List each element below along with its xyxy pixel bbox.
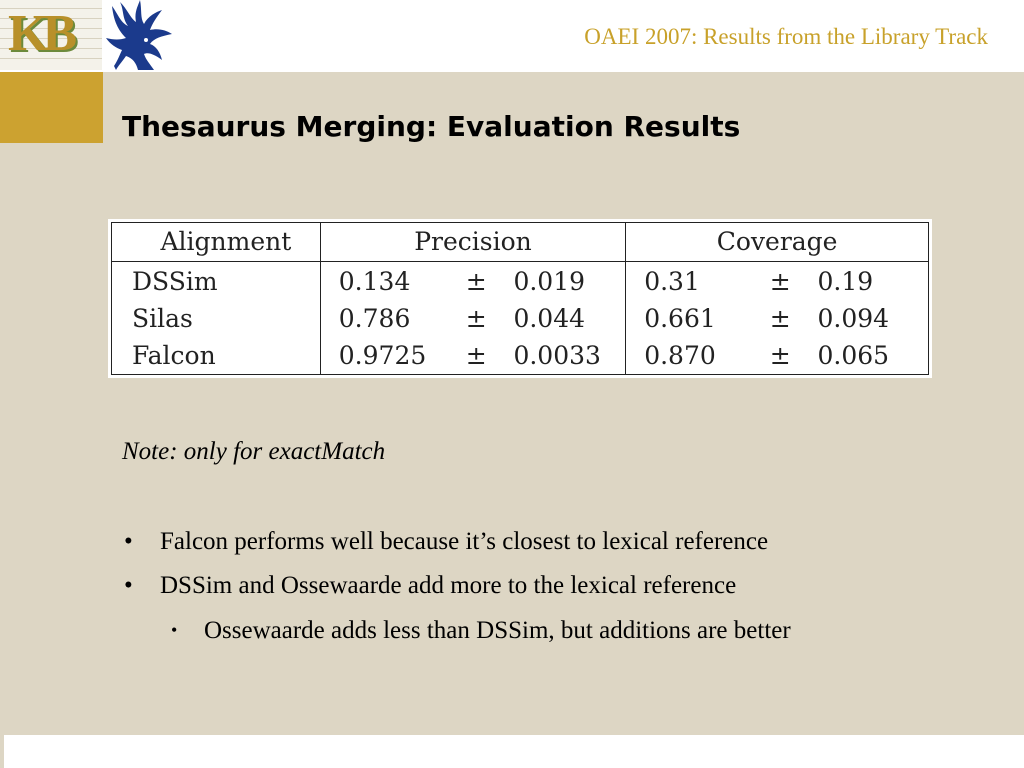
pm-symbol: ±: [465, 340, 487, 370]
precision-error: 0.044: [505, 301, 625, 338]
coverage-error: 0.065: [817, 340, 890, 370]
precision-value: 0.786: [338, 304, 411, 333]
results-table-frame: [108, 219, 932, 378]
header-precision: Precision: [320, 223, 625, 262]
precision-value: 0.134: [338, 267, 411, 297]
coverage-value: 0.661: [644, 304, 716, 333]
results-table: [111, 222, 929, 375]
header-coverage: Coverage: [626, 223, 929, 262]
griffin-logo: [104, 0, 174, 72]
row-name: Silas: [112, 301, 321, 338]
bullet-text: Falcon performs well because it’s closest to lexical reference: [160, 528, 769, 555]
precision-error: 0.019: [505, 262, 625, 301]
footer-band: [0, 735, 1024, 768]
bullet-marker: •: [124, 528, 133, 555]
bullet-marker: •: [124, 572, 133, 599]
precision-error: 0.0033: [505, 337, 625, 374]
row-name: DSSim: [112, 262, 321, 301]
pm-symbol: ±: [465, 304, 487, 333]
gold-accent-block: [0, 72, 103, 143]
coverage-value: 0.870: [644, 340, 716, 370]
bullet-marker: •: [171, 620, 178, 640]
coverage-error: 0.19: [817, 267, 874, 297]
pm-symbol: ±: [769, 304, 791, 333]
table-row: [112, 337, 929, 374]
table-row: [112, 262, 929, 301]
pm-symbol: ±: [769, 340, 791, 370]
footer-edge: [0, 735, 4, 768]
coverage-error: 0.094: [817, 304, 890, 333]
header-alignment: Alignment: [112, 223, 321, 262]
pm-symbol: ±: [769, 267, 791, 297]
bullet-text: DSSim and Ossewaarde add more to the lexical reference: [160, 572, 737, 599]
pm-symbol: ±: [465, 267, 487, 297]
header-title: OAEI 2007: Results from the Library Track: [584, 24, 988, 49]
row-name: Falcon: [112, 337, 321, 374]
note-text: Note: only for exactMatch: [122, 438, 386, 465]
precision-value: 0.9725: [338, 340, 427, 370]
slide-title: Thesaurus Merging: Evaluation Results: [122, 110, 741, 143]
coverage-value: 0.31: [644, 267, 700, 297]
table-row: [112, 301, 929, 338]
table-header-row: [112, 223, 929, 262]
kb-logo-text: KB: [8, 5, 72, 62]
kb-logo: [0, 0, 102, 70]
bullet-text: Ossewaarde adds less than DSSim, but additions are better: [204, 617, 791, 644]
